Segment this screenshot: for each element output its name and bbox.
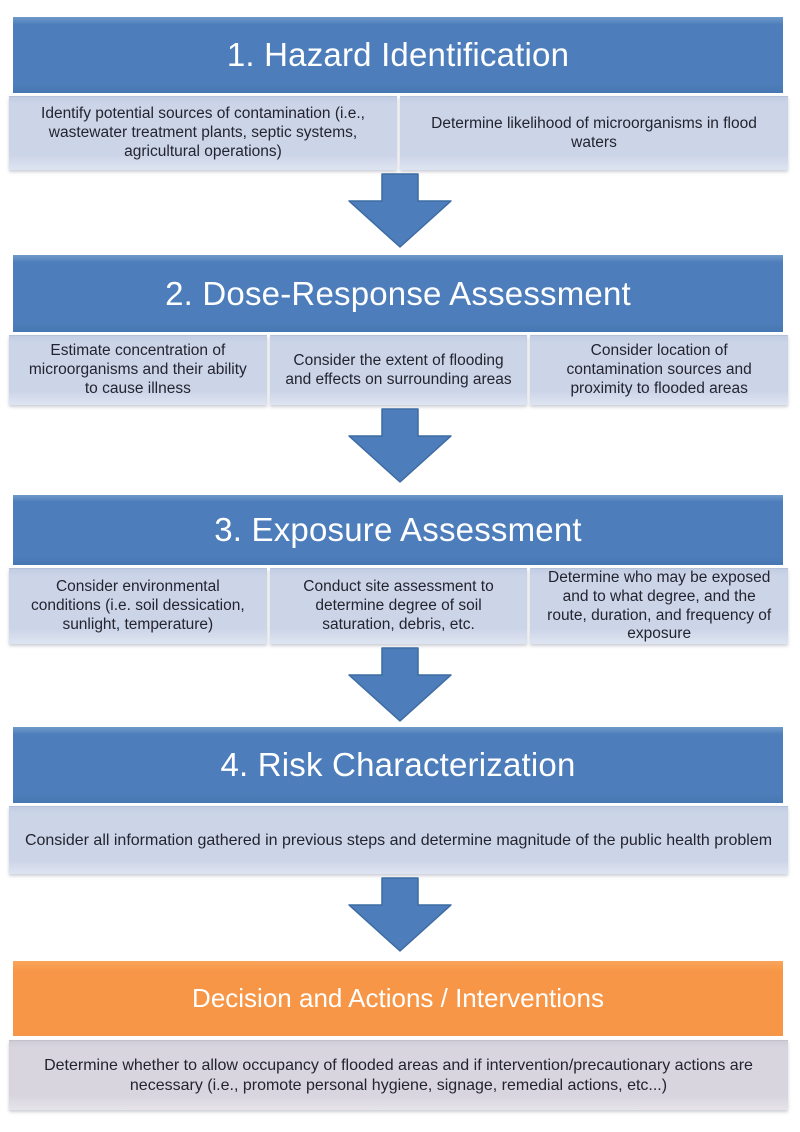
decision-detail-1: Determine whether to allow occupancy of flooded areas and if intervention/precautionary actions are necessary (i.e., promote personal hygiene, signage, remedial actions, etc...) xyxy=(9,1040,788,1110)
step-3-detail-3: Determine who may be exposed and to what degree, and the route, duration, and frequency of exposure xyxy=(530,568,788,644)
top-margin xyxy=(0,0,800,17)
arrow-down-icon xyxy=(348,173,452,249)
step-2-title-bar xyxy=(13,255,783,332)
step-1-hazard-identification xyxy=(0,17,800,170)
step-2-detail-1: Estimate concentration of microorganisms and their ability to cause illness xyxy=(9,335,267,405)
arrow-down-icon xyxy=(348,877,452,953)
decision-title: Decision and Actions / Interventions xyxy=(192,983,604,1013)
step-4-title-bar xyxy=(13,727,783,803)
decision-details-row xyxy=(9,1040,788,1110)
flow-connector-1 xyxy=(0,170,800,255)
step-1-detail-1: Identify potential sources of contamination (i.e., wastewater treatment plants, septic systems, agricultural operations) xyxy=(9,96,397,170)
step-1-title: 1. Hazard Identification xyxy=(226,36,570,73)
step-1-detail-2: Determine likelihood of microorganisms in flood waters xyxy=(400,96,788,170)
flow-connector-3 xyxy=(0,644,800,727)
step-2-detail-2: Consider the extent of flooding and effects on surrounding areas xyxy=(270,335,528,405)
step-4-detail-1: Consider all information gathered in previous steps and determine magnitude of the public health problem xyxy=(9,806,788,874)
step-2-dose-response-assessment xyxy=(0,255,800,405)
step-3-detail-2: Conduct site assessment to determine degree of soil saturation, debris, etc. xyxy=(270,568,528,644)
step-4-details-row xyxy=(9,806,788,874)
decision-title-bar xyxy=(13,961,783,1036)
decision-and-actions xyxy=(0,961,800,1110)
arrow-down-icon xyxy=(348,408,452,484)
step-2-title: 2. Dose-Response Assessment xyxy=(165,274,631,312)
step-3-detail-1: Consider environmental conditions (i.e. soil dessication, sunlight, temperature) xyxy=(9,568,267,644)
step-3-title: 3. Exposure Assessment xyxy=(214,511,582,548)
step-4-title: 4. Risk Characterization xyxy=(220,746,576,783)
step-3-exposure-assessment xyxy=(0,495,800,644)
step-1-title-bar xyxy=(13,17,783,93)
flow-connector-2 xyxy=(0,405,800,495)
arrow-down-icon xyxy=(348,647,452,723)
step-4-risk-characterization xyxy=(0,727,800,874)
step-3-title-bar xyxy=(13,495,783,565)
step-2-details-row xyxy=(9,335,788,405)
step-2-detail-3: Consider location of contamination sources and proximity to flooded areas xyxy=(530,335,788,405)
step-3-details-row xyxy=(9,568,788,644)
step-1-details-row xyxy=(9,96,788,170)
flow-connector-4 xyxy=(0,874,800,961)
